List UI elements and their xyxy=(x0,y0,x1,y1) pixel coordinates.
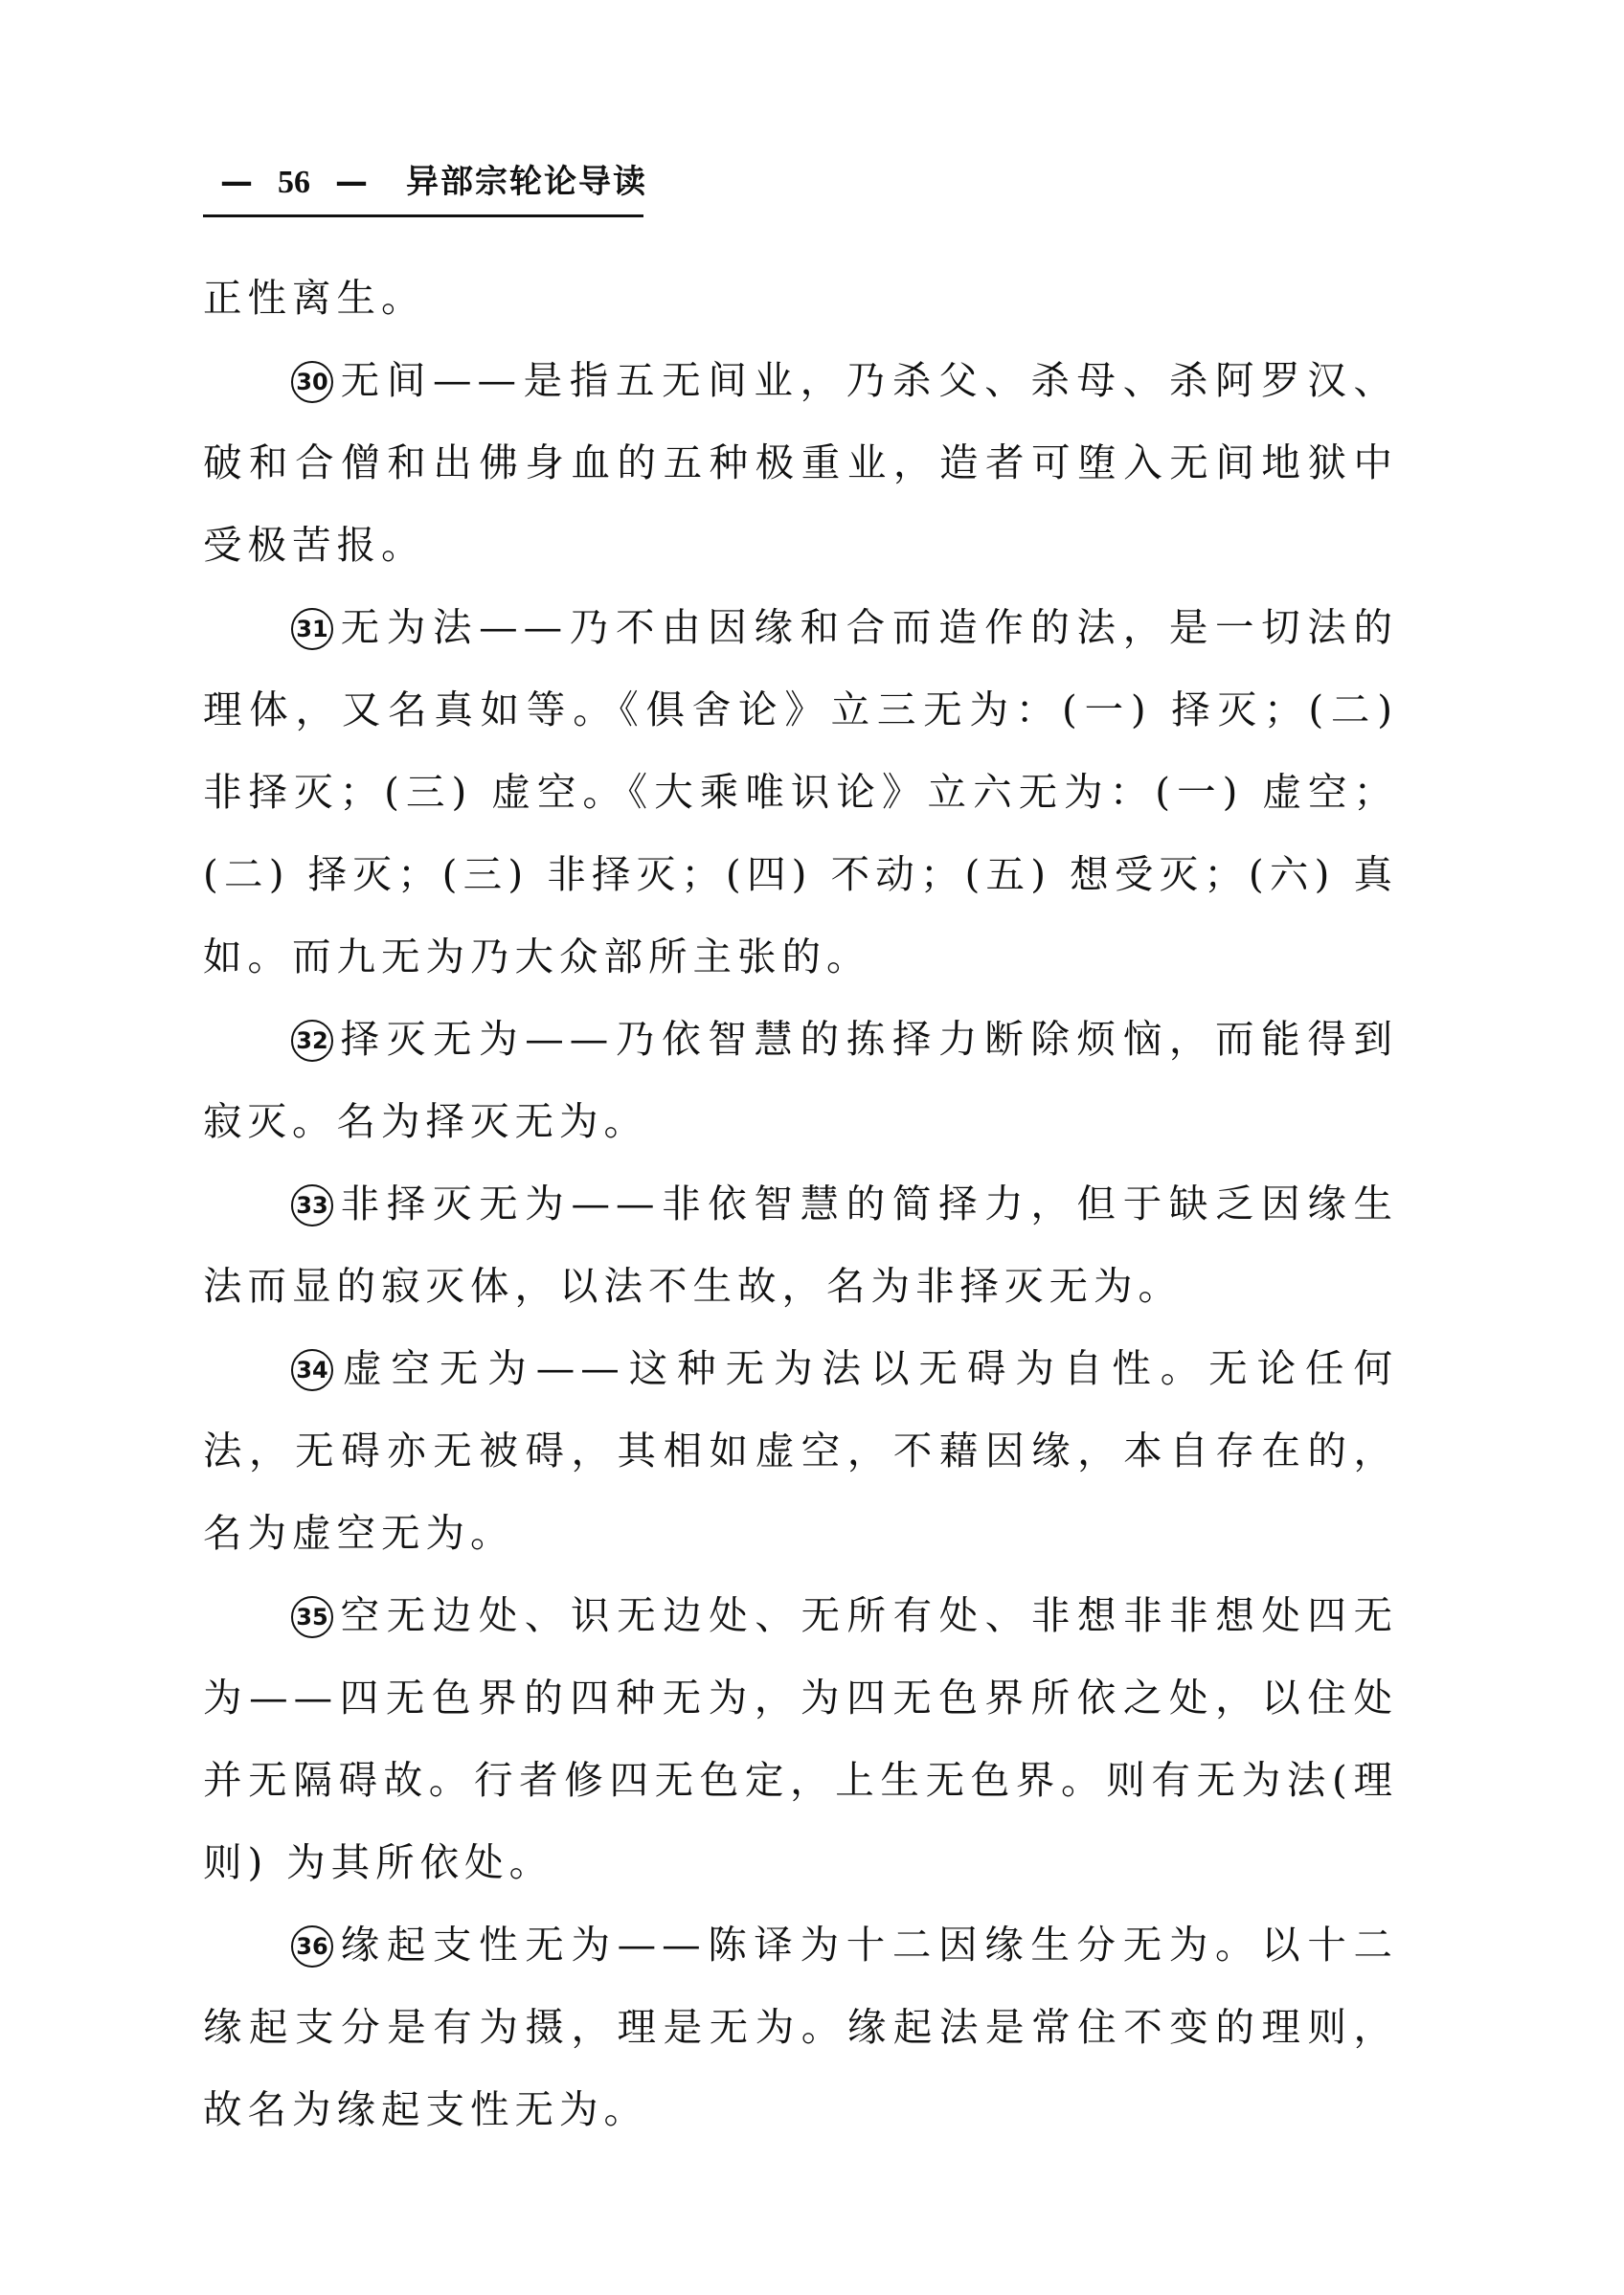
page-number: 56 xyxy=(278,165,310,200)
note-30 xyxy=(203,339,1398,586)
note-34 xyxy=(203,1327,1398,1574)
paragraph-text: 正性离生。 xyxy=(203,275,426,321)
note-text: 缘起支性无为——陈译为十二因缘生分无为。以十二缘起支分是有为摄，理是无为。缘起法是常住不变的理则，故名为缘起支性无为。 xyxy=(203,1922,1398,2132)
header-dash-left: — xyxy=(220,163,253,201)
paragraph-continuation xyxy=(203,257,1398,339)
note-32 xyxy=(203,998,1398,1162)
note-36 xyxy=(203,1903,1398,2150)
note-number-circle: 33 xyxy=(291,1184,333,1226)
note-text: 虚空无为——这种无为法以无碍为自性。无论任何法，无碍亦无被碍，其相如虚空，不藉因缘，本自存在的，名为虚空无为。 xyxy=(203,1345,1398,1556)
note-33 xyxy=(203,1162,1398,1327)
note-text: 无为法——乃不由因缘和合而造作的法，是一切法的理体，又名真如等。《俱舍论》立三无为：(一) 择灭；(二) 非择灭；(三) 虚空。《大乘唯识论》立六无为：(一) 虚空；(二) 择灭；(三) 非择灭；(四) 不动；(五) 想受灭；(六) 真如。而九无为乃大众部所主张的。 xyxy=(203,604,1398,979)
page-body xyxy=(203,257,1398,2150)
note-text: 择灭无为——乃依智慧的拣择力断除烦恼，而能得到寂灭。名为择灭无为。 xyxy=(203,1016,1398,1144)
note-number-circle: 36 xyxy=(291,1925,333,1968)
note-number-circle: 30 xyxy=(291,361,333,403)
note-text: 无间——是指五无间业，乃杀父、杀母、杀阿罗汉、破和合僧和出佛身血的五种极重业，造者可堕入无间地狱中受极苦报。 xyxy=(203,357,1398,568)
note-31 xyxy=(203,586,1398,998)
note-number-circle: 35 xyxy=(291,1596,333,1638)
note-number-circle: 31 xyxy=(291,608,333,650)
running-header xyxy=(203,161,647,217)
book-title: 异部宗轮论导读 xyxy=(406,163,647,201)
header-dash-right: — xyxy=(335,163,368,201)
note-text: 空无边处、识无边处、无所有处、非想非非想处四无为——四无色界的四种无为，为四无色界所依之处，以住处并无隔碍故。行者修四无色定，上生无色界。则有无为法(理则) 为其所依处。 xyxy=(203,1592,1398,1885)
note-number-circle: 34 xyxy=(291,1349,333,1391)
note-35 xyxy=(203,1574,1398,1903)
note-number-circle: 32 xyxy=(291,1020,333,1062)
note-text: 非择灭无为——非依智慧的简择力，但于缺乏因缘生法而显的寂灭体，以法不生故，名为非择灭无为。 xyxy=(203,1181,1398,1309)
